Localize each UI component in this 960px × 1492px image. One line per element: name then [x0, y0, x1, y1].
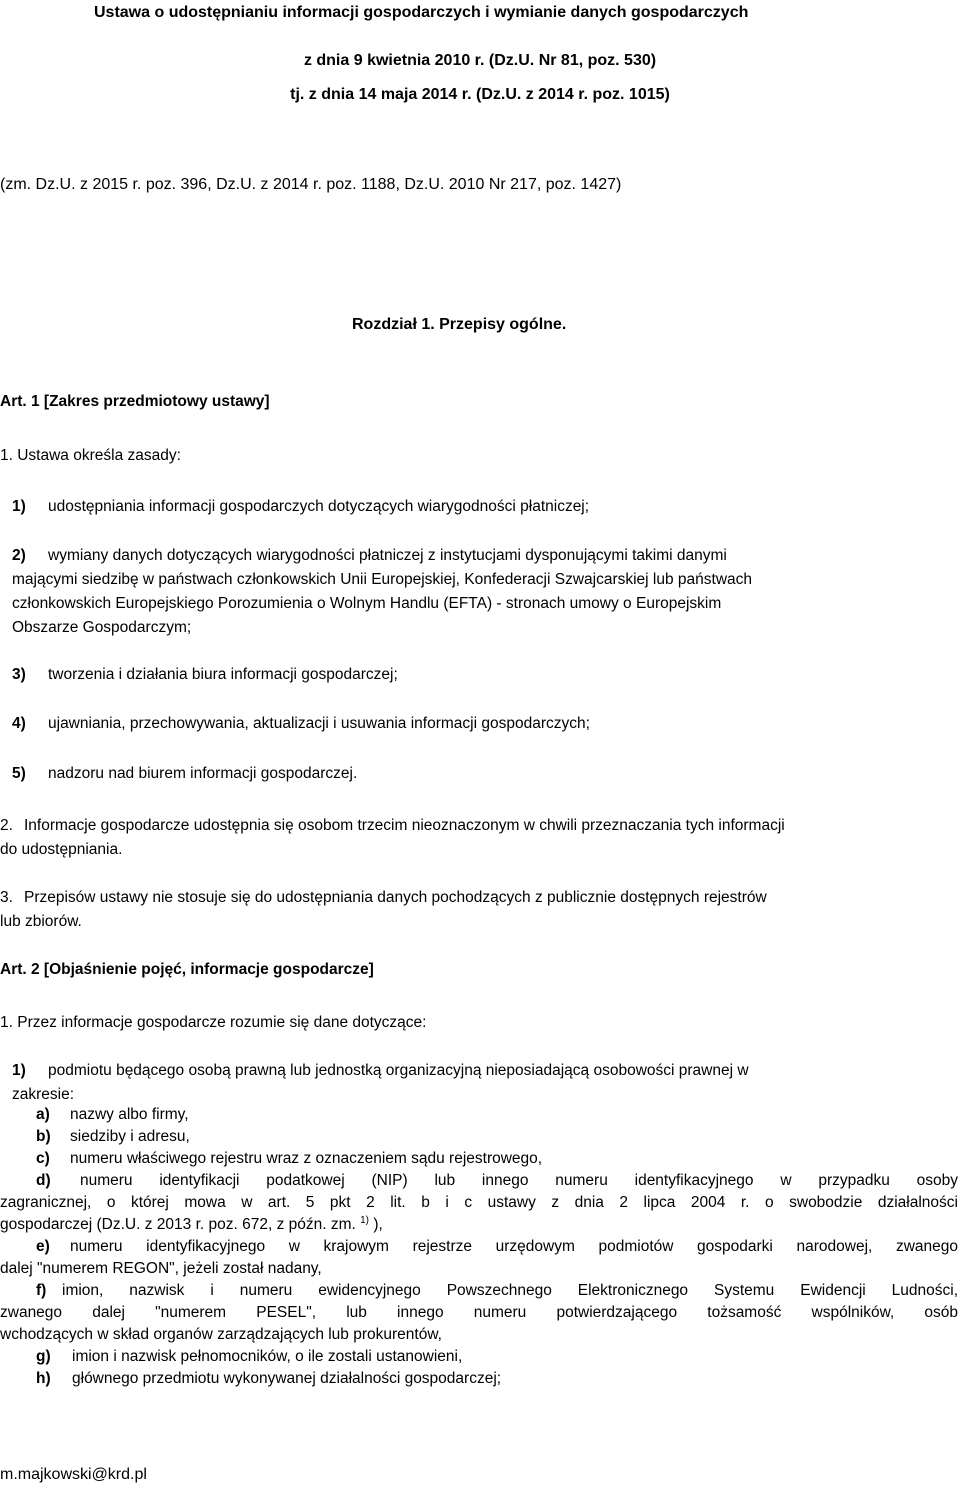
art2-sub-h-text: głównego przedmiotu wykonywanej działalności gospodarczej; — [72, 1370, 502, 1387]
art2-sub-f-line-1: imion, nazwisk i numeru ewidencyjnego Powszechnego Elektronicznego Systemu Ewidencji Ludności, — [62, 1282, 958, 1299]
art2-sub-d-line-2: zagranicznej, o której mowa w art. 5 pkt 2 lit. b i c ustawy z dnia 2 lipca 2004 r. o swobodzie działalności — [0, 1194, 958, 1211]
footnote-marker: 1) — [360, 1214, 370, 1226]
art2-sub-h-num: h) — [36, 1370, 51, 1387]
art1-p2-line-2: do udostępniania. — [0, 841, 123, 858]
art1-item-1-num: 1) — [12, 498, 26, 515]
art2-sub-g-num: g) — [36, 1348, 51, 1365]
art1-p3-line-2: lub zbiorów. — [0, 913, 82, 930]
art1-heading: Art. 1 [Zakres przedmiotowy ustawy] — [0, 393, 270, 410]
art1-item-4-num: 4) — [12, 715, 26, 732]
art1-p3-num: 3. — [0, 889, 13, 906]
art2-sub-c-text: numeru właściwego rejestru wraz z oznaczeniem sądu rejestrowego, — [70, 1150, 543, 1167]
art2-sub-b-num: b) — [36, 1128, 51, 1145]
art1-item-2-num: 2) — [12, 547, 26, 564]
author-email-link[interactable]: m.majkowski@krd.pl — [0, 1466, 147, 1483]
art2-sub-b-text: siedziby i adresu, — [70, 1128, 190, 1145]
art2-sub-e-num: e) — [36, 1238, 50, 1255]
art2-sub-e-line-1: numeru identyfikacyjnego w krajowym rejestrze urzędowym podmiotów gospodarki narodowej, zwanego — [70, 1238, 958, 1255]
art2-heading: Art. 2 [Objaśnienie pojęć, informacje gospodarcze] — [0, 961, 374, 978]
art1-item-3-text: tworzenia i działania biura informacji gospodarczej; — [48, 666, 398, 683]
art2-sub-f-line-3: wchodzących w skład organów zarządzających lub prokurentów, — [0, 1326, 442, 1343]
art2-sub-f-num: f) — [36, 1282, 47, 1299]
art2-sub-d-num: d) — [36, 1172, 51, 1189]
art2-sub-a-num: a) — [36, 1106, 50, 1123]
art1-p1-intro: 1. Ustawa określa zasady: — [0, 447, 181, 464]
document-date-line: z dnia 9 kwietnia 2010 r. (Dz.U. Nr 81, poz. 530) — [303, 52, 657, 69]
art2-item-1-num: 1) — [12, 1062, 26, 1079]
art1-item-3-num: 3) — [12, 666, 26, 683]
art2-sub-d-line-3-text: gospodarczej (Dz.U. z 2013 r. poz. 672, z późn. zm. — [0, 1216, 356, 1233]
art1-p2-num: 2. — [0, 817, 13, 834]
art2-sub-e-line-2: dalej "numerem REGON", jeżeli został nadany, — [0, 1260, 322, 1277]
amendments-line: (zm. Dz.U. z 2015 r. poz. 396, Dz.U. z 2014 r. poz. 1188, Dz.U. 2010 Nr 217, poz. 1427) — [0, 176, 622, 193]
art2-sub-d-line-3 — [0, 1216, 383, 1234]
art1-item-5-num: 5) — [12, 765, 26, 782]
art1-p3-line-1: Przepisów ustawy nie stosuje się do udostępniania danych pochodzących z publicznie dostępnych rejestrów — [24, 889, 767, 906]
art1-item-2-line-2: mającymi siedzibę w państwach członkowskich Unii Europejskiej, Konfederacji Szwajcarskiej lub państwach — [12, 571, 753, 588]
chapter-heading: Rozdział 1. Przepisy ogólne. — [352, 316, 567, 333]
art1-item-2-line-1: wymiany danych dotyczących wiarygodności płatniczej z instytucjami dysponującymi takimi danymi — [48, 547, 727, 564]
document-title: Ustawa o udostępnianiu informacji gospodarczych i wymianie danych gospodarczych — [94, 4, 749, 21]
art1-item-1-text: udostępniania informacji gospodarczych dotyczących wiarygodności płatniczej; — [48, 498, 590, 515]
footer — [0, 1466, 147, 1484]
art1-item-4-text: ujawniania, przechowywania, aktualizacji i usuwania informacji gospodarczych; — [48, 715, 590, 732]
art2-item-1-line-1: podmiotu będącego osobą prawną lub jednostką organizacyjną nieposiadającą osobowości prawnej w — [48, 1062, 749, 1079]
art2-sub-f-line-2: zwanego dalej "numerem PESEL", lub innego numeru potwierdzającego tożsamość wspólników, osób — [0, 1304, 958, 1321]
art1-p2-line-1: Informacje gospodarcze udostępnia się osobom trzecim nieoznaczonym w chwili przeznaczania tych informacji — [24, 817, 785, 834]
art1-item-2-line-3: członkowskich Europejskiego Porozumienia o Wolnym Handlu (EFTA) - stronach umowy o Europejskim — [12, 595, 722, 612]
art2-sub-d-line-3-end: ), — [373, 1216, 383, 1233]
art1-item-5-text: nadzoru nad biurem informacji gospodarczej. — [48, 765, 358, 782]
art2-item-1-line-2: zakresie: — [12, 1086, 75, 1103]
art2-sub-c-num: c) — [36, 1150, 50, 1167]
art1-item-2-line-4: Obszarze Gospodarczym; — [12, 619, 192, 636]
art2-sub-a-text: nazwy albo firmy, — [70, 1106, 189, 1123]
art2-sub-d-line-1: numeru identyfikacji podatkowej (NIP) lub innego numeru identyfikacyjnego w przypadku osoby — [80, 1172, 958, 1189]
art2-sub-g-text: imion i nazwisk pełnomocników, o ile zostali ustanowieni, — [72, 1348, 463, 1365]
consolidated-text-line: tj. z dnia 14 maja 2014 r. (Dz.U. z 2014 r. poz. 1015) — [290, 86, 670, 103]
art2-p1-intro: 1. Przez informacje gospodarcze rozumie się dane dotyczące: — [0, 1014, 427, 1031]
